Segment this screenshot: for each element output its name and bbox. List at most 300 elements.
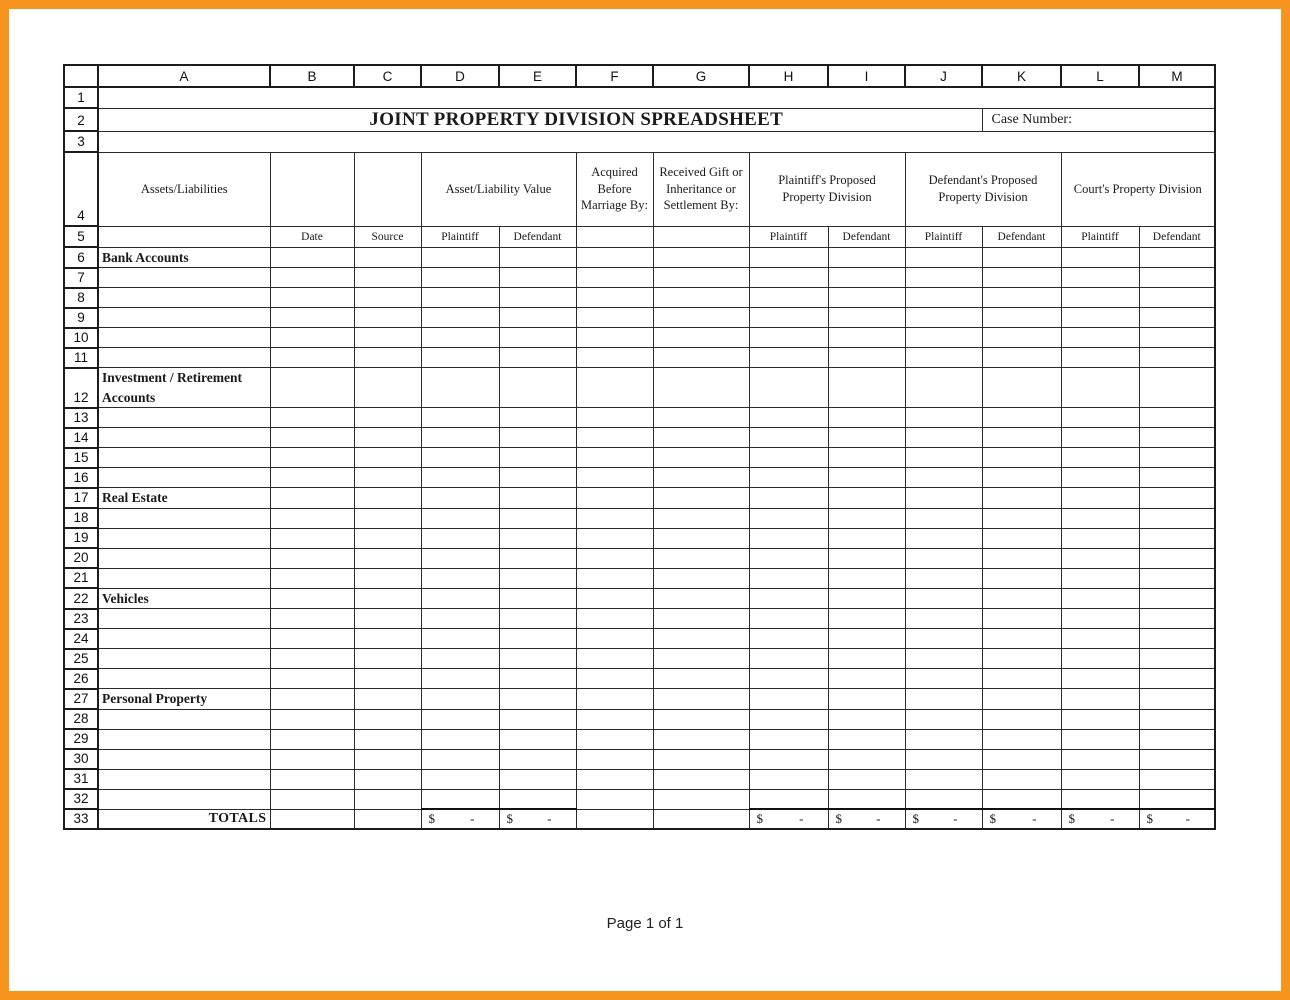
- column-header-i[interactable]: I: [828, 65, 905, 87]
- cell-e24[interactable]: [499, 629, 576, 649]
- total-e33[interactable]: [499, 809, 576, 829]
- cell-e17[interactable]: [499, 488, 576, 509]
- cell-a25[interactable]: [98, 649, 270, 669]
- cell-c10[interactable]: [354, 328, 421, 348]
- cell-m6[interactable]: [1139, 247, 1215, 268]
- cell-l24[interactable]: [1061, 629, 1139, 649]
- section-label-real-estate[interactable]: Real Estate: [98, 488, 270, 509]
- cell-b24[interactable]: [270, 629, 354, 649]
- cell-g26[interactable]: [653, 669, 749, 689]
- cell-l13[interactable]: [1061, 408, 1139, 428]
- cell-f9[interactable]: [576, 308, 653, 328]
- cell-c18[interactable]: [354, 508, 421, 528]
- cell-m16[interactable]: [1139, 468, 1215, 488]
- cell-g28[interactable]: [653, 709, 749, 729]
- cell-c33[interactable]: [354, 809, 421, 829]
- header-court-division[interactable]: Court's Property Division: [1061, 152, 1215, 226]
- cell-j21[interactable]: [905, 568, 982, 588]
- cell-g25[interactable]: [653, 649, 749, 669]
- column-header-a[interactable]: A: [98, 65, 270, 87]
- cell-f18[interactable]: [576, 508, 653, 528]
- cell-j31[interactable]: [905, 769, 982, 789]
- cell-f30[interactable]: [576, 749, 653, 769]
- row-header-16[interactable]: 16: [64, 468, 98, 488]
- row-header-3[interactable]: 3: [64, 131, 98, 152]
- cell-k12[interactable]: [982, 368, 1061, 408]
- cell-i32[interactable]: [828, 789, 905, 809]
- cell-k32[interactable]: [982, 789, 1061, 809]
- cell-g16[interactable]: [653, 468, 749, 488]
- cell-b27[interactable]: [270, 689, 354, 710]
- row-header-32[interactable]: 32: [64, 789, 98, 809]
- cell-c32[interactable]: [354, 789, 421, 809]
- cell-a18[interactable]: [98, 508, 270, 528]
- row-header-22[interactable]: 22: [64, 588, 98, 609]
- cell-m30[interactable]: [1139, 749, 1215, 769]
- row-header-20[interactable]: 20: [64, 548, 98, 568]
- column-header-j[interactable]: J: [905, 65, 982, 87]
- cell-k15[interactable]: [982, 448, 1061, 468]
- cell-k20[interactable]: [982, 548, 1061, 568]
- subheader-defendant-m[interactable]: Defendant: [1139, 226, 1215, 247]
- cell-k30[interactable]: [982, 749, 1061, 769]
- cell-d11[interactable]: [421, 348, 499, 368]
- cell-d29[interactable]: [421, 729, 499, 749]
- subheader-plaintiff-l[interactable]: Plaintiff: [1061, 226, 1139, 247]
- subheader-source-c[interactable]: Source: [354, 226, 421, 247]
- cell-h24[interactable]: [749, 629, 828, 649]
- cell-b18[interactable]: [270, 508, 354, 528]
- cell-j28[interactable]: [905, 709, 982, 729]
- cell-f16[interactable]: [576, 468, 653, 488]
- cell-a11[interactable]: [98, 348, 270, 368]
- cell-h25[interactable]: [749, 649, 828, 669]
- cell-m17[interactable]: [1139, 488, 1215, 509]
- cell-i7[interactable]: [828, 268, 905, 288]
- cell-b25[interactable]: [270, 649, 354, 669]
- cell-k29[interactable]: [982, 729, 1061, 749]
- row-header-29[interactable]: 29: [64, 729, 98, 749]
- cell-b32[interactable]: [270, 789, 354, 809]
- cell-g27[interactable]: [653, 689, 749, 710]
- row-header-13[interactable]: 13: [64, 408, 98, 428]
- cell-d6[interactable]: [421, 247, 499, 268]
- cell-e10[interactable]: [499, 328, 576, 348]
- cell-c13[interactable]: [354, 408, 421, 428]
- cell-m18[interactable]: [1139, 508, 1215, 528]
- totals-label[interactable]: TOTALS: [98, 809, 270, 829]
- cell-b9[interactable]: [270, 308, 354, 328]
- cell-m31[interactable]: [1139, 769, 1215, 789]
- cell-g20[interactable]: [653, 548, 749, 568]
- header-acquired-before-marriage[interactable]: Acquired Before Marriage By:: [576, 152, 653, 226]
- cell-i17[interactable]: [828, 488, 905, 509]
- total-i33[interactable]: [828, 809, 905, 829]
- header-asset-liability-value[interactable]: Asset/Liability Value: [421, 152, 576, 226]
- cell-b22[interactable]: [270, 588, 354, 609]
- cell-j19[interactable]: [905, 528, 982, 548]
- cell-k9[interactable]: [982, 308, 1061, 328]
- cell-e19[interactable]: [499, 528, 576, 548]
- row-header-25[interactable]: 25: [64, 649, 98, 669]
- cell-l10[interactable]: [1061, 328, 1139, 348]
- row-header-23[interactable]: 23: [64, 609, 98, 629]
- cell-c19[interactable]: [354, 528, 421, 548]
- cell-j10[interactable]: [905, 328, 982, 348]
- cell-i31[interactable]: [828, 769, 905, 789]
- cell-e28[interactable]: [499, 709, 576, 729]
- cell-e11[interactable]: [499, 348, 576, 368]
- cell-f8[interactable]: [576, 288, 653, 308]
- cell-k23[interactable]: [982, 609, 1061, 629]
- cell-e29[interactable]: [499, 729, 576, 749]
- cell-l25[interactable]: [1061, 649, 1139, 669]
- cell-h21[interactable]: [749, 568, 828, 588]
- cell-i10[interactable]: [828, 328, 905, 348]
- cell-m9[interactable]: [1139, 308, 1215, 328]
- section-label-personal-property[interactable]: Personal Property: [98, 689, 270, 710]
- cell-j6[interactable]: [905, 247, 982, 268]
- cell-d26[interactable]: [421, 669, 499, 689]
- cell-l8[interactable]: [1061, 288, 1139, 308]
- cell-f11[interactable]: [576, 348, 653, 368]
- cell-a32[interactable]: [98, 789, 270, 809]
- cell-h6[interactable]: [749, 247, 828, 268]
- cell-h11[interactable]: [749, 348, 828, 368]
- cell-l6[interactable]: [1061, 247, 1139, 268]
- cell-m20[interactable]: [1139, 548, 1215, 568]
- cell-a9[interactable]: [98, 308, 270, 328]
- cell-f6[interactable]: [576, 247, 653, 268]
- cell-m26[interactable]: [1139, 669, 1215, 689]
- cell-d32[interactable]: [421, 789, 499, 809]
- cell-i12[interactable]: [828, 368, 905, 408]
- column-header-c[interactable]: C: [354, 65, 421, 87]
- total-d33[interactable]: [421, 809, 499, 829]
- cell-d17[interactable]: [421, 488, 499, 509]
- cell-f23[interactable]: [576, 609, 653, 629]
- cell-h28[interactable]: [749, 709, 828, 729]
- cell-j24[interactable]: [905, 629, 982, 649]
- cell-f26[interactable]: [576, 669, 653, 689]
- cell-d16[interactable]: [421, 468, 499, 488]
- row-header-1[interactable]: 1: [64, 87, 98, 108]
- cell-j20[interactable]: [905, 548, 982, 568]
- cell-e32[interactable]: [499, 789, 576, 809]
- cell-g8[interactable]: [653, 288, 749, 308]
- subheader-date-b[interactable]: Date: [270, 226, 354, 247]
- cell-h31[interactable]: [749, 769, 828, 789]
- column-header-e[interactable]: E: [499, 65, 576, 87]
- cell-d27[interactable]: [421, 689, 499, 710]
- cell-f21[interactable]: [576, 568, 653, 588]
- cell-j8[interactable]: [905, 288, 982, 308]
- cell-g19[interactable]: [653, 528, 749, 548]
- cell-f29[interactable]: [576, 729, 653, 749]
- row-header-9[interactable]: 9: [64, 308, 98, 328]
- cell-a5[interactable]: [98, 226, 270, 247]
- cell-g13[interactable]: [653, 408, 749, 428]
- cell-a26[interactable]: [98, 669, 270, 689]
- column-header-f[interactable]: F: [576, 65, 653, 87]
- cell-g32[interactable]: [653, 789, 749, 809]
- cell-h9[interactable]: [749, 308, 828, 328]
- cell-m7[interactable]: [1139, 268, 1215, 288]
- cell-m19[interactable]: [1139, 528, 1215, 548]
- cell-h8[interactable]: [749, 288, 828, 308]
- cell-d21[interactable]: [421, 568, 499, 588]
- cell-c9[interactable]: [354, 308, 421, 328]
- cell-e12[interactable]: [499, 368, 576, 408]
- cell-b12[interactable]: [270, 368, 354, 408]
- cell-a19[interactable]: [98, 528, 270, 548]
- cell-d28[interactable]: [421, 709, 499, 729]
- cell-d25[interactable]: [421, 649, 499, 669]
- cell-c21[interactable]: [354, 568, 421, 588]
- cell-g24[interactable]: [653, 629, 749, 649]
- cell-j9[interactable]: [905, 308, 982, 328]
- cell-i19[interactable]: [828, 528, 905, 548]
- cell-i13[interactable]: [828, 408, 905, 428]
- cell-m15[interactable]: [1139, 448, 1215, 468]
- row-header-5[interactable]: 5: [64, 226, 98, 247]
- cell-d12[interactable]: [421, 368, 499, 408]
- cell-e6[interactable]: [499, 247, 576, 268]
- total-h33[interactable]: [749, 809, 828, 829]
- cell-c29[interactable]: [354, 729, 421, 749]
- row-header-19[interactable]: 19: [64, 528, 98, 548]
- cell-m24[interactable]: [1139, 629, 1215, 649]
- total-j33[interactable]: [905, 809, 982, 829]
- cell-a7[interactable]: [98, 268, 270, 288]
- cell-c23[interactable]: [354, 609, 421, 629]
- cell-l20[interactable]: [1061, 548, 1139, 568]
- cell-g17[interactable]: [653, 488, 749, 509]
- cell-c14[interactable]: [354, 428, 421, 448]
- cell-i16[interactable]: [828, 468, 905, 488]
- cell-j32[interactable]: [905, 789, 982, 809]
- cell-c16[interactable]: [354, 468, 421, 488]
- cell-b29[interactable]: [270, 729, 354, 749]
- row-header-14[interactable]: 14: [64, 428, 98, 448]
- cell-g21[interactable]: [653, 568, 749, 588]
- cell-a8[interactable]: [98, 288, 270, 308]
- column-header-h[interactable]: H: [749, 65, 828, 87]
- cell-g22[interactable]: [653, 588, 749, 609]
- cell-c31[interactable]: [354, 769, 421, 789]
- cell-h20[interactable]: [749, 548, 828, 568]
- cell-f28[interactable]: [576, 709, 653, 729]
- cell-m27[interactable]: [1139, 689, 1215, 710]
- cell-k24[interactable]: [982, 629, 1061, 649]
- cell-m8[interactable]: [1139, 288, 1215, 308]
- cell-g31[interactable]: [653, 769, 749, 789]
- cell-e23[interactable]: [499, 609, 576, 629]
- cell-l28[interactable]: [1061, 709, 1139, 729]
- cell-l14[interactable]: [1061, 428, 1139, 448]
- cell-h10[interactable]: [749, 328, 828, 348]
- cell-m22[interactable]: [1139, 588, 1215, 609]
- cell-h26[interactable]: [749, 669, 828, 689]
- case-number-cell[interactable]: Case Number:: [982, 108, 1215, 131]
- cell-a16[interactable]: [98, 468, 270, 488]
- cell-i18[interactable]: [828, 508, 905, 528]
- cell-e27[interactable]: [499, 689, 576, 710]
- cell-k13[interactable]: [982, 408, 1061, 428]
- row-header-24[interactable]: 24: [64, 629, 98, 649]
- cell-j14[interactable]: [905, 428, 982, 448]
- cell-a20[interactable]: [98, 548, 270, 568]
- cell-b19[interactable]: [270, 528, 354, 548]
- cell-i8[interactable]: [828, 288, 905, 308]
- cell-h14[interactable]: [749, 428, 828, 448]
- cell-k7[interactable]: [982, 268, 1061, 288]
- cell-l23[interactable]: [1061, 609, 1139, 629]
- cell-c7[interactable]: [354, 268, 421, 288]
- cell-c4[interactable]: [354, 152, 421, 226]
- cell-l29[interactable]: [1061, 729, 1139, 749]
- cell-f19[interactable]: [576, 528, 653, 548]
- cell-d8[interactable]: [421, 288, 499, 308]
- cell-k6[interactable]: [982, 247, 1061, 268]
- cell-j29[interactable]: [905, 729, 982, 749]
- column-header-k[interactable]: K: [982, 65, 1061, 87]
- cell-g9[interactable]: [653, 308, 749, 328]
- cell-f7[interactable]: [576, 268, 653, 288]
- cell-a21[interactable]: [98, 568, 270, 588]
- cell-c11[interactable]: [354, 348, 421, 368]
- cell-b26[interactable]: [270, 669, 354, 689]
- cell-b28[interactable]: [270, 709, 354, 729]
- cell-c6[interactable]: [354, 247, 421, 268]
- row-header-30[interactable]: 30: [64, 749, 98, 769]
- column-header-g[interactable]: G: [653, 65, 749, 87]
- cell-i15[interactable]: [828, 448, 905, 468]
- cell-i27[interactable]: [828, 689, 905, 710]
- cell-e30[interactable]: [499, 749, 576, 769]
- cell-d30[interactable]: [421, 749, 499, 769]
- cell-h15[interactable]: [749, 448, 828, 468]
- cell-l16[interactable]: [1061, 468, 1139, 488]
- cell-k27[interactable]: [982, 689, 1061, 710]
- row-header-4[interactable]: 4: [64, 152, 98, 226]
- cell-k25[interactable]: [982, 649, 1061, 669]
- cell-h29[interactable]: [749, 729, 828, 749]
- cell-e16[interactable]: [499, 468, 576, 488]
- cell-b33[interactable]: [270, 809, 354, 829]
- cell-h16[interactable]: [749, 468, 828, 488]
- column-header-b[interactable]: B: [270, 65, 354, 87]
- row-header-10[interactable]: 10: [64, 328, 98, 348]
- cell-c30[interactable]: [354, 749, 421, 769]
- cell-f31[interactable]: [576, 769, 653, 789]
- cell-l15[interactable]: [1061, 448, 1139, 468]
- cell-e31[interactable]: [499, 769, 576, 789]
- cell-b15[interactable]: [270, 448, 354, 468]
- cell-j15[interactable]: [905, 448, 982, 468]
- cell-e8[interactable]: [499, 288, 576, 308]
- cell-k22[interactable]: [982, 588, 1061, 609]
- row-header-18[interactable]: 18: [64, 508, 98, 528]
- cell-d19[interactable]: [421, 528, 499, 548]
- cell-j11[interactable]: [905, 348, 982, 368]
- row-header-8[interactable]: 8: [64, 288, 98, 308]
- cell-b14[interactable]: [270, 428, 354, 448]
- cell-e13[interactable]: [499, 408, 576, 428]
- cell-i22[interactable]: [828, 588, 905, 609]
- cell-k26[interactable]: [982, 669, 1061, 689]
- cell-b6[interactable]: [270, 247, 354, 268]
- header-plaintiff-proposed[interactable]: Plaintiff's Proposed Property Division: [749, 152, 905, 226]
- select-all-corner[interactable]: [64, 65, 98, 87]
- section-label-vehicles[interactable]: Vehicles: [98, 588, 270, 609]
- row-header-28[interactable]: 28: [64, 709, 98, 729]
- cell-a24[interactable]: [98, 629, 270, 649]
- cell-g30[interactable]: [653, 749, 749, 769]
- cell-e22[interactable]: [499, 588, 576, 609]
- cell-f12[interactable]: [576, 368, 653, 408]
- cell-e7[interactable]: [499, 268, 576, 288]
- cell-g23[interactable]: [653, 609, 749, 629]
- total-m33[interactable]: [1139, 809, 1215, 829]
- cell-b10[interactable]: [270, 328, 354, 348]
- row-header-27[interactable]: 27: [64, 689, 98, 710]
- cell-i21[interactable]: [828, 568, 905, 588]
- cell-i9[interactable]: [828, 308, 905, 328]
- cell-j12[interactable]: [905, 368, 982, 408]
- cell-h22[interactable]: [749, 588, 828, 609]
- cell-e15[interactable]: [499, 448, 576, 468]
- row-header-6[interactable]: 6: [64, 247, 98, 268]
- cell-b7[interactable]: [270, 268, 354, 288]
- row-header-7[interactable]: 7: [64, 268, 98, 288]
- cell-b8[interactable]: [270, 288, 354, 308]
- cell-j16[interactable]: [905, 468, 982, 488]
- subheader-plaintiff-h[interactable]: Plaintiff: [749, 226, 828, 247]
- cell-a10[interactable]: [98, 328, 270, 348]
- cell-d7[interactable]: [421, 268, 499, 288]
- cell-g15[interactable]: [653, 448, 749, 468]
- section-label-investment-retirement-accounts[interactable]: Investment / Retirement Accounts: [98, 368, 270, 408]
- cell-i14[interactable]: [828, 428, 905, 448]
- cell-a3[interactable]: [98, 131, 1215, 152]
- cell-i28[interactable]: [828, 709, 905, 729]
- cell-b30[interactable]: [270, 749, 354, 769]
- cell-m21[interactable]: [1139, 568, 1215, 588]
- cell-f22[interactable]: [576, 588, 653, 609]
- cell-j25[interactable]: [905, 649, 982, 669]
- cell-b20[interactable]: [270, 548, 354, 568]
- cell-e26[interactable]: [499, 669, 576, 689]
- cell-h27[interactable]: [749, 689, 828, 710]
- cell-a23[interactable]: [98, 609, 270, 629]
- cell-k16[interactable]: [982, 468, 1061, 488]
- cell-i24[interactable]: [828, 629, 905, 649]
- cell-l19[interactable]: [1061, 528, 1139, 548]
- section-label-bank-accounts[interactable]: Bank Accounts: [98, 247, 270, 268]
- cell-a14[interactable]: [98, 428, 270, 448]
- cell-k21[interactable]: [982, 568, 1061, 588]
- subheader-defendant-k[interactable]: Defendant: [982, 226, 1061, 247]
- cell-j18[interactable]: [905, 508, 982, 528]
- cell-h32[interactable]: [749, 789, 828, 809]
- cell-m32[interactable]: [1139, 789, 1215, 809]
- cell-f24[interactable]: [576, 629, 653, 649]
- subheader-plaintiff-j[interactable]: Plaintiff: [905, 226, 982, 247]
- cell-f27[interactable]: [576, 689, 653, 710]
- cell-f33[interactable]: [576, 809, 653, 829]
- cell-l26[interactable]: [1061, 669, 1139, 689]
